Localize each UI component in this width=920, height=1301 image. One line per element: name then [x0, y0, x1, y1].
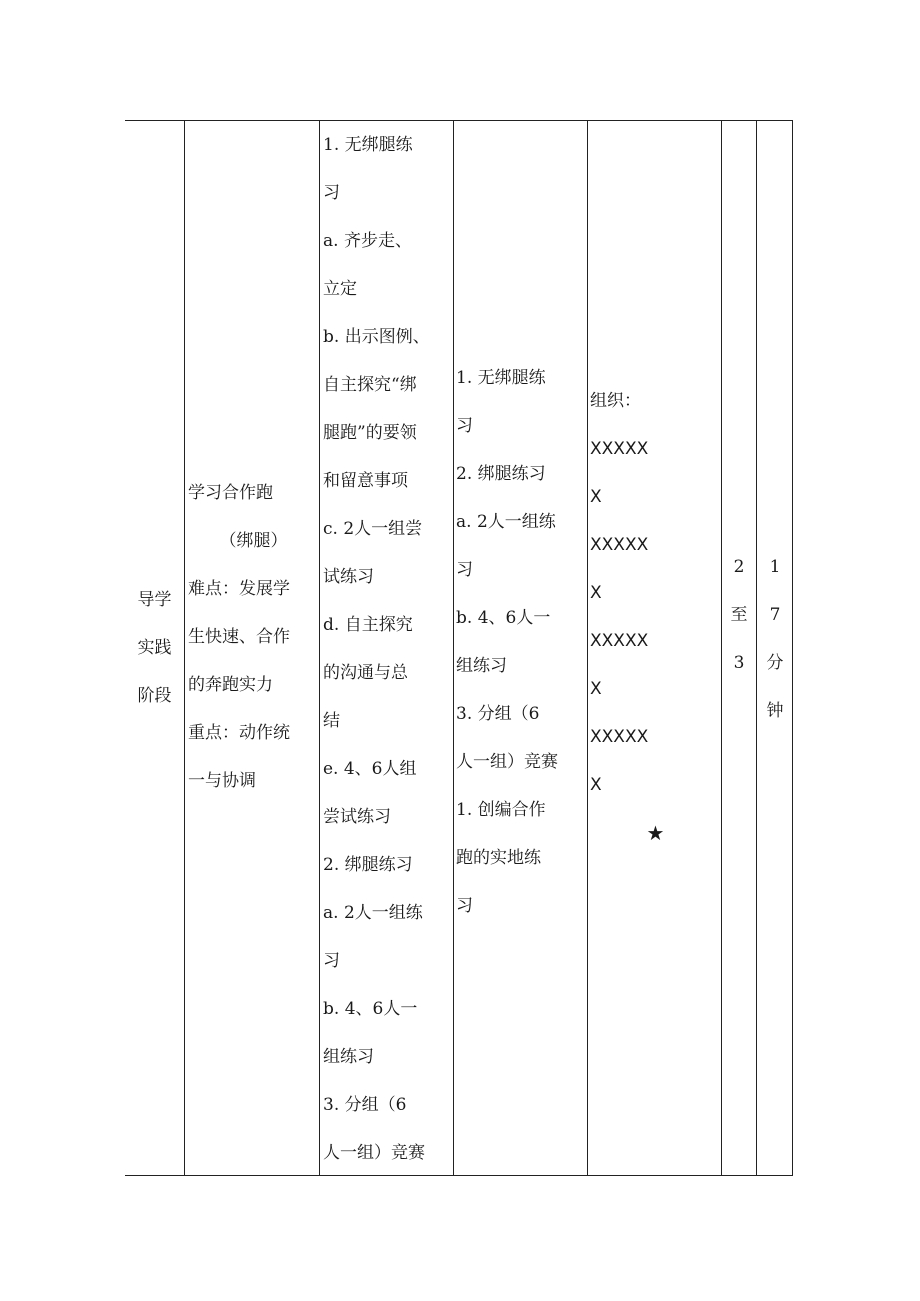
teacher-activity-cell: [320, 121, 453, 1175]
teacher-line: 立定: [323, 279, 357, 299]
student-line: 1. 创编合作: [456, 800, 546, 820]
stage-line: 阶段: [137, 686, 172, 706]
student-line: b. 4、6人一: [456, 608, 551, 628]
teacher-line: 组练习: [323, 1047, 374, 1067]
lesson-plan-table: [125, 120, 793, 1176]
content-cell: [185, 121, 319, 1175]
student-line: 3. 分组（6: [456, 704, 540, 724]
student-line: 跑的实地练: [456, 848, 541, 868]
formation-row: XXXXX: [590, 727, 649, 747]
teacher-line: 3. 分组（6: [323, 1095, 407, 1115]
stage-cell: [125, 121, 184, 1175]
teacher-line: 人一组）竞赛: [323, 1143, 425, 1163]
formation-row: XXXXX: [590, 439, 649, 459]
student-line: 1. 无绑腿练: [456, 368, 546, 388]
content-line: 一与协调: [188, 771, 256, 791]
teacher-line: c. 2人一组尝: [323, 519, 423, 539]
student-line: 组练习: [456, 656, 507, 676]
student-line: 习: [456, 560, 473, 580]
duration-line: 1: [769, 557, 781, 577]
formation-row: X: [590, 487, 602, 507]
content-title: 学习合作跑: [188, 483, 273, 503]
stage-line: 实践: [137, 638, 172, 658]
content-line: 的奔跑实力: [188, 675, 273, 695]
teacher-line: 结: [323, 711, 340, 731]
formation-row: XXXXX: [590, 535, 649, 555]
duration-line: 7: [769, 605, 781, 625]
teacher-line: 习: [323, 183, 340, 203]
teacher-line: b. 出示图例、: [323, 327, 430, 347]
student-line: 习: [456, 896, 473, 916]
teacher-line: d. 自主探究: [323, 615, 413, 635]
teacher-line: 2. 绑腿练习: [323, 855, 413, 875]
organization-cell: [588, 121, 721, 1175]
teacher-line: 和留意事项: [323, 471, 408, 491]
teacher-line: e. 4、6人组: [323, 759, 417, 779]
teacher-line: a. 齐步走、: [323, 231, 412, 251]
student-line: 2. 绑腿练习: [456, 464, 546, 484]
teacher-line: b. 4、6人一: [323, 999, 418, 1019]
teacher-line: 试练习: [323, 567, 374, 587]
times-line: 2: [733, 557, 745, 577]
formation-row: X: [590, 679, 602, 699]
times-line: 至: [730, 605, 748, 625]
formation-row: X: [590, 583, 602, 603]
content-line: 重点：动作统: [188, 723, 290, 743]
times-cell: [722, 121, 756, 1175]
organization-label: 组织：: [590, 391, 641, 411]
times-line: 3: [733, 653, 745, 673]
content-subtitle: （绑腿）: [219, 531, 288, 551]
teacher-line: 的沟通与总: [323, 663, 408, 683]
duration-cell: [757, 121, 793, 1175]
teacher-line: 习: [323, 951, 340, 971]
star-icon: ★: [646, 821, 665, 845]
teacher-line: 尝试练习: [323, 807, 391, 827]
content-line: 生快速、合作: [188, 627, 290, 647]
content-line: 难点：发展学: [188, 579, 290, 599]
formation-row: XXXXX: [590, 631, 649, 651]
formation-row: X: [590, 775, 602, 795]
stage-line: 导学: [137, 590, 172, 610]
teacher-line: a. 2人一组练: [323, 903, 423, 923]
teacher-line: 1. 无绑腿练: [323, 135, 413, 155]
duration-line: 钟: [766, 701, 784, 721]
student-line: a. 2人一组练: [456, 512, 556, 532]
teacher-line: 自主探究“绑: [323, 375, 417, 395]
student-activity-cell: [454, 121, 587, 1175]
student-line: 习: [456, 416, 473, 436]
student-line: 人一组）竞赛: [456, 752, 558, 772]
teacher-line: 腿跑”的要领: [323, 423, 417, 443]
duration-line: 分: [766, 653, 784, 673]
